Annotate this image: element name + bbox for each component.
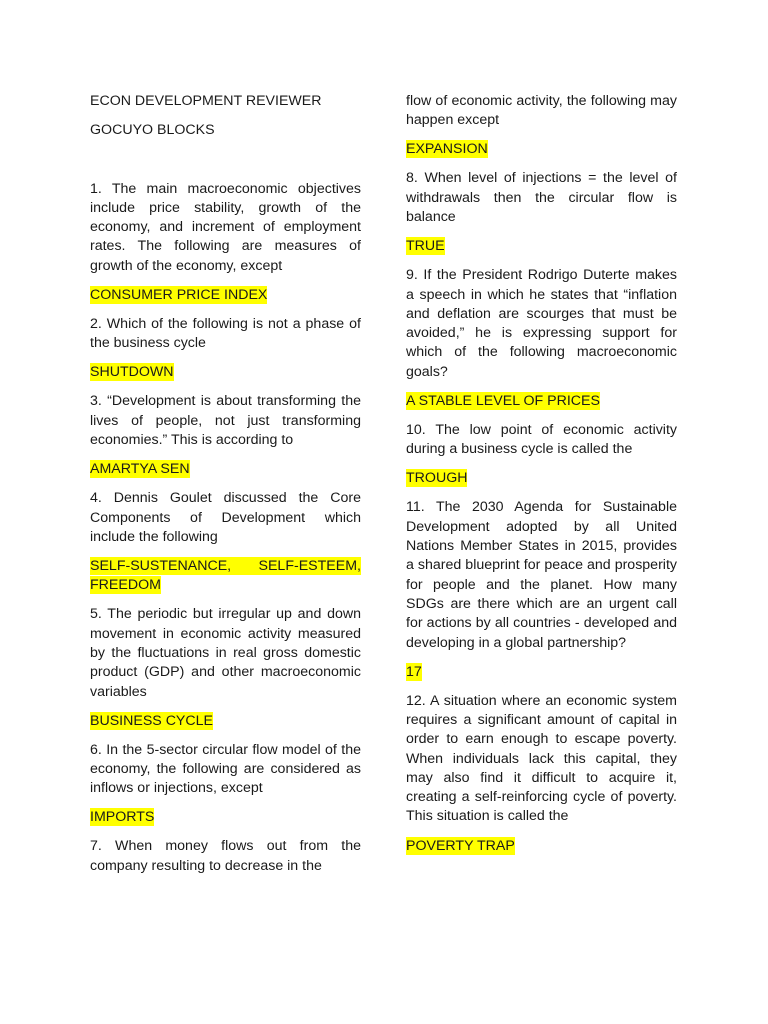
question-text: 1. The main macroeconomic objectives include price stability, growth of the economy, and increment of employment rates. The following are measures of growth of the economy, except — [90, 180, 361, 274]
answer-line — [90, 363, 361, 382]
answer-line — [90, 460, 361, 479]
answer-highlight: POVERTY TRAP — [406, 837, 515, 854]
answer-highlight: BUSINESS CYCLE — [90, 712, 213, 729]
answer-highlight: A STABLE LEVEL OF PRICES — [406, 392, 600, 409]
answer-line — [90, 557, 361, 596]
answer-line — [90, 808, 361, 827]
answer-line — [90, 286, 361, 305]
question-text: 4. Dennis Goulet discussed the Core Components of Development which include the following — [90, 490, 361, 545]
right-column — [406, 92, 677, 866]
document-title: ECON DEVELOPMENT REVIEWER — [90, 93, 322, 109]
right-items — [406, 92, 677, 856]
answer-highlight: SHUTDOWN — [90, 364, 174, 381]
answer-highlight: IMPORTS — [90, 809, 155, 826]
question-text: 3. “Development is about transforming the lives of people, not just transforming economies.” This is according to — [90, 393, 361, 449]
question-text: 6. In the 5-sector circular flow model of the economy, the following are considered as inflows or injections, except — [90, 741, 361, 797]
answer-line — [406, 237, 677, 256]
answer-line — [406, 837, 677, 856]
question-text: flow of economic activity, the following may happen except — [406, 93, 677, 129]
question-text: 7. When money flows out from the company resulting to decrease in the — [90, 838, 361, 874]
answer-highlight: TRUE — [406, 238, 445, 255]
answer-line — [406, 140, 677, 159]
answer-line — [90, 712, 361, 731]
left-items — [90, 180, 361, 876]
answer-highlight: TROUGH — [406, 470, 468, 487]
question-text: 5. The periodic but irregular up and down movement in economic activity measured by the fluctuations in real gross domestic product (GDP) and other macroeconomic variables — [90, 606, 361, 700]
answer-highlight: AMARTYA SEN — [90, 461, 190, 478]
question-text: 9. If the President Rodrigo Duterte makes a speech in which he states that “inflation and deflation are scourges that must be avoided,” he is expressing support for which of the following macroeconomic goals? — [406, 267, 677, 380]
question-text: 12. A situation where an economic system requires a significant amount of capital in order to earn enough to escape poverty. When individuals lack this capital, they may also find it difficult to acquire it, creating a self-reinforcing cycle of poverty. This situation is called the — [406, 692, 677, 825]
answer-highlight: EXPANSION — [406, 141, 488, 158]
answer-line — [406, 663, 677, 682]
question-text: 2. Which of the following is not a phase of the business cycle — [90, 315, 361, 352]
question-text: 8. When level of injections = the level of withdrawals then the circular flow is balance — [406, 170, 677, 226]
document-subtitle: GOCUYO BLOCKS — [90, 122, 215, 139]
answer-highlight: 17 — [406, 663, 422, 680]
answer-highlight: SELF-SUSTENANCE, SELF-ESTEEM, FREEDOM — [90, 557, 361, 594]
answer-highlight: CONSUMER PRICE INDEX — [90, 286, 268, 303]
question-text: 11. The 2030 Agenda for Sustainable Development adopted by all United Nations Member States in 2015, provides a shared blueprint for peace and prosperity for people and the planet. How many SDGs are there which are an urgent call for actions by all countries - developed and developing in a global partnership? — [406, 499, 677, 651]
answer-line — [406, 469, 677, 488]
answer-line — [406, 392, 677, 411]
question-text: 10. The low point of economic activity during a business cycle is called the — [406, 421, 677, 458]
left-column — [90, 92, 361, 886]
